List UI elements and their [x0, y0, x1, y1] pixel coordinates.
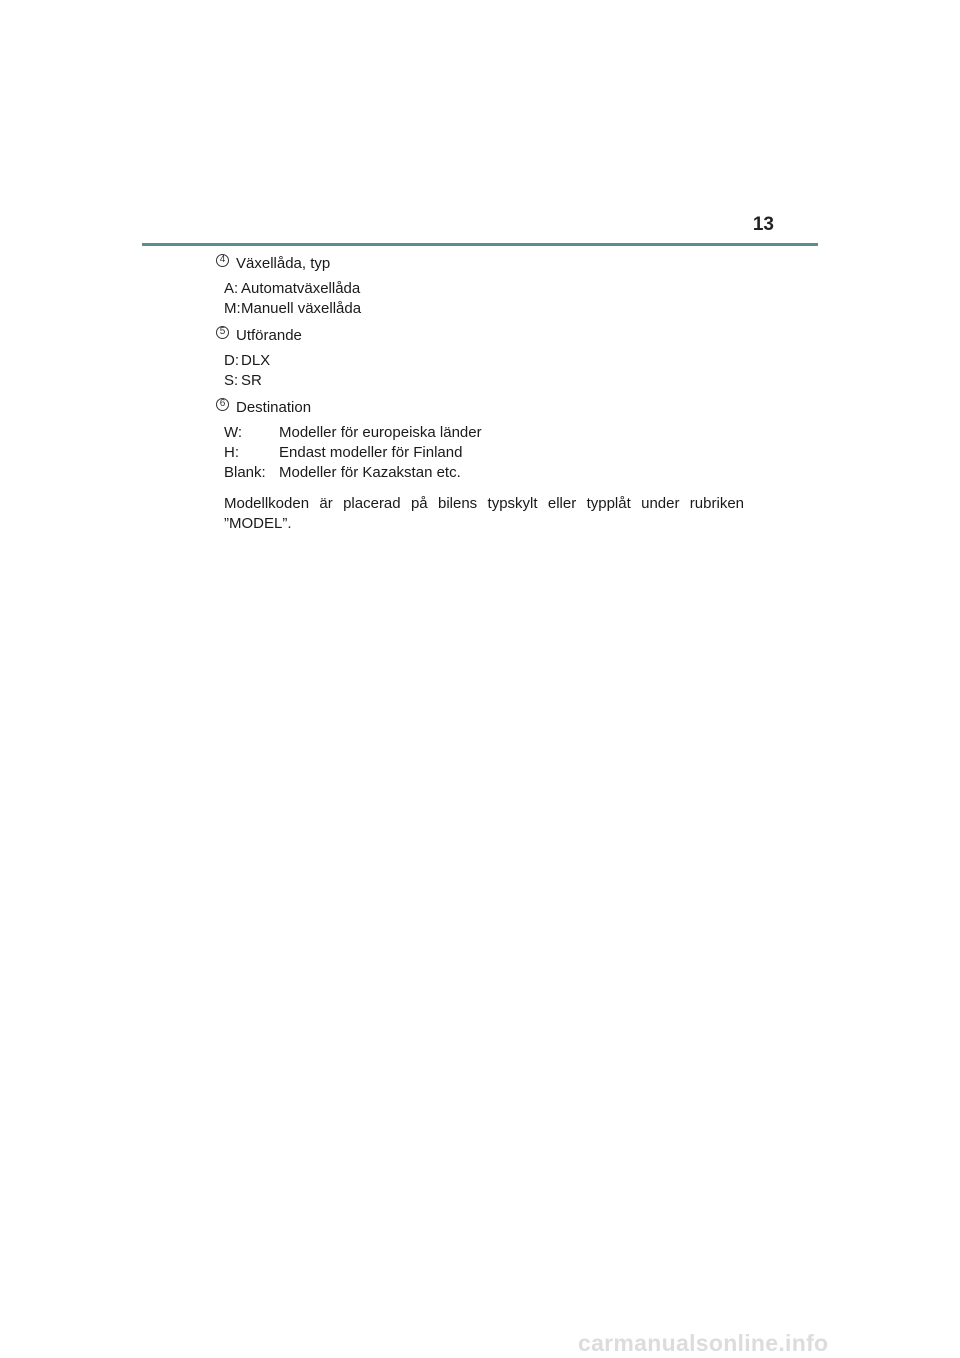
item-key: M:: [224, 300, 241, 317]
circled-number-6-icon: 6: [216, 398, 229, 411]
page-content: [216, 253, 746, 534]
circled-number-4-icon: 4: [216, 254, 229, 267]
item-value: SR: [241, 372, 262, 389]
item-value: Modeller för europeiska länder: [279, 424, 482, 441]
definition-list-transmission: [224, 279, 746, 319]
section-title: Utförande: [236, 326, 302, 344]
item-key: A:: [224, 280, 239, 297]
circled-number-5-icon: 5: [216, 326, 229, 339]
definition-list-destination: [224, 423, 746, 483]
list-item: [224, 371, 746, 391]
section-heading-transmission: [216, 253, 746, 273]
header-rule: [142, 243, 818, 246]
list-item: [224, 423, 746, 443]
item-value: Endast modeller för Finland: [279, 444, 463, 461]
list-item: [224, 463, 746, 483]
item-key: Blank:: [224, 464, 266, 481]
page-number: 13: [752, 214, 774, 235]
watermark: carmanualsonline.info: [578, 1330, 829, 1356]
item-key: W:: [224, 424, 243, 441]
section-heading-grade: [216, 325, 746, 345]
item-value: Manuell växellåda: [241, 300, 362, 317]
list-item: [224, 443, 746, 463]
definition-list-grade: [224, 351, 746, 391]
section-title: Växellåda, typ: [236, 254, 331, 272]
model-code-note: Modellkoden är placerad på bilens typskylt eller typplåt under rubriken ”MODEL”.: [224, 495, 744, 532]
section-title: Destination: [236, 398, 312, 416]
list-item: [224, 351, 746, 371]
item-key: D:: [224, 352, 239, 369]
item-key: S:: [224, 372, 239, 389]
list-item: [224, 279, 746, 299]
item-value: DLX: [241, 352, 271, 369]
section-heading-destination: [216, 397, 746, 417]
item-key: H:: [224, 444, 239, 461]
item-value: Modeller för Kazakstan etc.: [279, 464, 461, 481]
list-item: [224, 299, 746, 319]
item-value: Automatväxellåda: [241, 280, 361, 297]
